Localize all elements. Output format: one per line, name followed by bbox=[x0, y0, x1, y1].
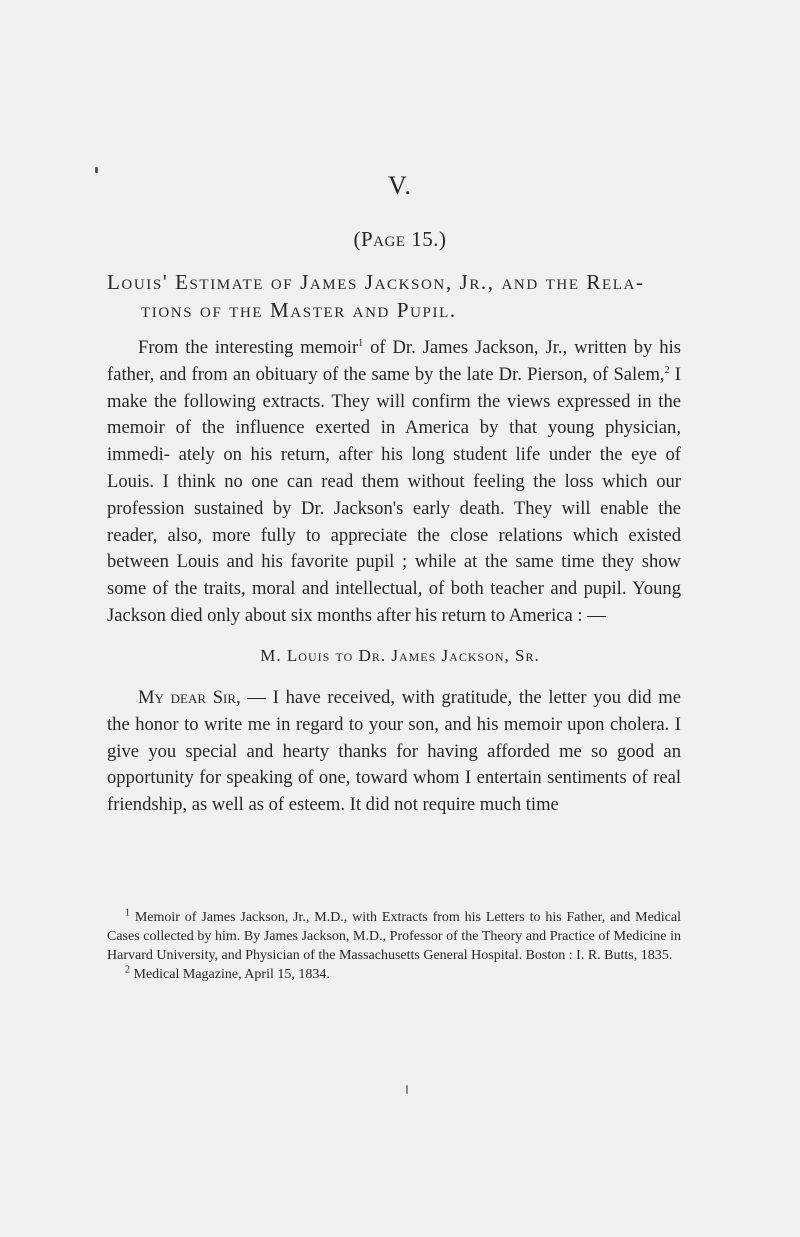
footnote-1-marker: 1 bbox=[125, 907, 130, 919]
footnote-1-text: Memoir of James Jackson, Jr., M.D., with Extracts from his Letters to his Father, and Medical Cases collected by him. By James Jackson, M.D., Professor of the Theory and Practice of Medicine in Harvard University, and Physician of the Massachusetts General Hospital. Boston : I. R. Butts, 1835. bbox=[107, 910, 681, 963]
footnote-2-marker: 2 bbox=[125, 964, 130, 976]
letter-paragraph bbox=[107, 685, 681, 819]
footnote-ref-1: 1 bbox=[358, 337, 364, 349]
intro-text-b: of Dr. James Jackson, Jr., written by his father, and from an obituary of the same by the late Dr. Pierson, of Salem, bbox=[107, 337, 681, 385]
footnote-1 bbox=[107, 908, 681, 965]
section-numeral: V. bbox=[388, 171, 412, 200]
print-speck-bottom bbox=[406, 1085, 408, 1094]
letter-heading: M. Louis to Dr. James Jackson, Sr. bbox=[260, 646, 540, 665]
letter-salutation: My dear Sir, bbox=[138, 687, 241, 708]
footnote-ref-2: 2 bbox=[664, 364, 670, 376]
footnotes bbox=[107, 908, 681, 984]
page-reference: (Page 15.) bbox=[353, 227, 447, 251]
heading-line-2: tions of the Master and Pupil. bbox=[141, 298, 457, 322]
heading-line-1: Louis' Estimate of James Jackson, Jr., and the Rela- bbox=[107, 270, 645, 294]
chapter-heading bbox=[107, 268, 681, 324]
letter-body: — I have received, with gratitude, the letter you did me the honor to write me in regard to your son, and his memoir upon cholera. I give you special and hearty thanks for having afforded me so good an opportunity for speaking of one, toward whom I entertain sentiments of real friendship, as well as of esteem. It did not require much time bbox=[107, 687, 681, 816]
intro-paragraph bbox=[107, 335, 681, 630]
intro-text-c: I make the following extracts. They will confirm the views expressed in the memoir of the influence exerted in America by that young physician, immedi- ately on his return, after his long student life under the eye of Louis. I think no one can read them without feeling the loss which our profession sustained by Dr. Jackson's early death. They will enable the reader, also, more fully to appreciate the close relations which existed between Louis and his favorite pupil ; while at the same time they show some of the traits, moral and intellectual, of both teacher and pupil. Young Jackson died only about six months after his return to America : — bbox=[107, 363, 681, 626]
footnote-2 bbox=[107, 965, 681, 984]
intro-text-a: From the interesting memoir bbox=[138, 337, 359, 358]
footnote-2-text: Medical Magazine, April 15, 1834. bbox=[130, 967, 330, 982]
